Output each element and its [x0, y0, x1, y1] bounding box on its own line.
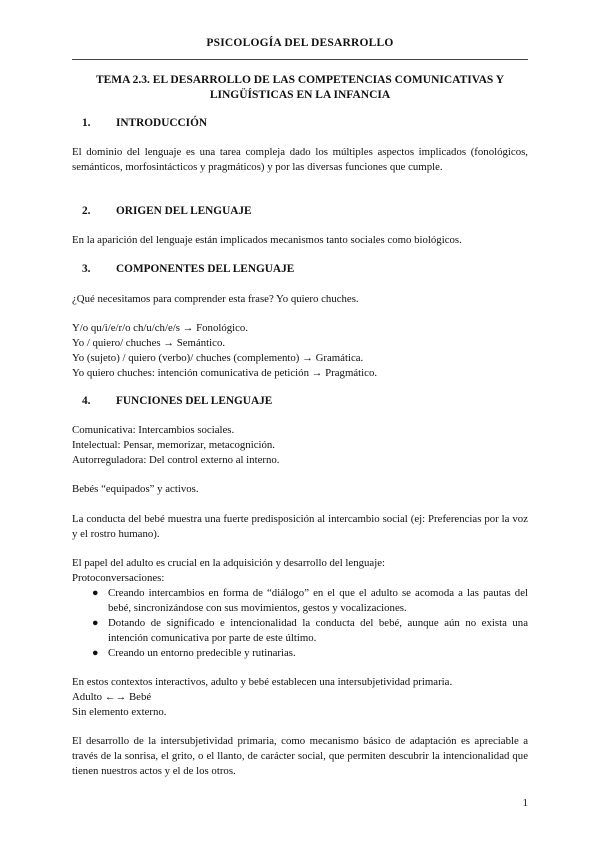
bullet-icon: ●	[92, 647, 99, 659]
bullet-icon: ●	[92, 587, 99, 599]
intersubjectivity-line: En estos contextos interactivos, adulto y bebé establecen una intersubjetividad primaria.	[72, 676, 453, 688]
closing-paragraph: El desarrollo de la intersubjetividad primaria, como mecanismo básico de adaptación es apreciable a través de la sonrisa, el grito, o el llanto, de carácter social, que permiten descubrir la intencionalidad que tienen nuestros actos y el de los otros.	[72, 735, 528, 777]
bullet-text: Dotando de significado e intencionalidad la conducta del bebé, aunque aún no exista una intención comunicativa por parte de este último.	[108, 617, 528, 644]
component-fonologico: Y/o qu/i/e/r/o ch/u/ch/e/s → Fonológico.	[72, 322, 249, 334]
section-number: 3.	[82, 263, 91, 275]
function-intelectual: Intelectual: Pensar, memorizar, metacognición.	[72, 439, 275, 451]
functions-list	[72, 423, 528, 468]
adult-baby-line: Adulto ←→ Bebé	[72, 691, 152, 703]
component-gramatica: Yo (sujeto) / quiero (verbo)/ chuches (complemento) → Gramática.	[72, 352, 364, 364]
bullet-text: Creando intercambios en forma de “diálogo” en el que el adulto se acomoda a las pautas del bebé, sincronizándose con sus movimientos, gestos y vocalizaciones.	[108, 587, 528, 614]
protoconversaciones-label: Protoconversaciones:	[72, 572, 165, 584]
page-number: 1	[522, 797, 528, 809]
section-title: COMPONENTES DEL LENGUAJE	[116, 263, 295, 275]
section-heading-componentes	[82, 263, 294, 275]
function-comunicativa: Comunicativa: Intercambios sociales.	[72, 424, 235, 436]
components-list	[72, 321, 528, 381]
section-number: 1.	[82, 117, 91, 129]
section-heading-origen	[82, 205, 252, 217]
components-question: ¿Qué necesitamos para comprender esta frase? Yo quiero chuches.	[72, 293, 359, 305]
section-title: FUNCIONES DEL LENGUAJE	[116, 395, 273, 407]
header-title: PSICOLOGÍA DEL DESARROLLO	[206, 37, 394, 49]
section-title: ORIGEN DEL LENGUAJE	[116, 205, 252, 217]
list-item	[72, 646, 528, 661]
document-title	[72, 73, 528, 103]
intersubjectivity-block	[72, 675, 528, 720]
intro-paragraph: El dominio del lenguaje es una tarea compleja dado los múltiples aspectos implicados (fonológicos, semánticos, morfosintácticos y pragmáticos) y por las diversas funciones que cumple.	[72, 146, 528, 173]
list-item	[72, 586, 528, 616]
no-external-element-line: Sin elemento externo.	[72, 706, 167, 718]
document-title-line-1: TEMA 2.3. EL DESARROLLO DE LAS COMPETENCIAS COMUNICATIVAS Y	[95, 74, 505, 86]
conduct-paragraph: La conducta del bebé muestra una fuerte predisposición al intercambio social (ej: Preferencias por la voz y el rostro humano).	[72, 513, 528, 540]
function-autorreguladora: Autorreguladora: Del control externo al interno.	[72, 454, 280, 466]
document-page	[72, 0, 528, 848]
component-pragmatico: Yo quiero chuches: intención comunicativa de petición → Pragmático.	[72, 367, 378, 379]
section-heading-funciones	[82, 395, 272, 407]
adult-role-paragraph: El papel del adulto es crucial en la adquisición y desarrollo del lenguaje:	[72, 557, 385, 569]
section-heading-introduccion	[82, 117, 207, 129]
header-divider	[72, 59, 528, 60]
list-item	[72, 616, 528, 646]
origin-paragraph: En la aparición del lenguaje están implicados mecanismos tanto sociales como biológicos.	[72, 234, 462, 246]
bullet-icon: ●	[92, 617, 99, 629]
component-semantico: Yo / quiero/ chuches → Semántico.	[72, 337, 226, 349]
bullet-text: Creando un entorno predecible y rutinarias.	[108, 647, 296, 659]
section-title: INTRODUCCIÓN	[116, 117, 208, 129]
babies-paragraph: Bebés “equipados” y activos.	[72, 483, 199, 495]
section-number: 2.	[82, 205, 91, 217]
protoconversation-bullets	[72, 586, 528, 661]
document-title-line-2: LINGÜÍSTICAS EN LA INFANCIA	[209, 89, 391, 101]
section-number: 4.	[82, 395, 91, 407]
